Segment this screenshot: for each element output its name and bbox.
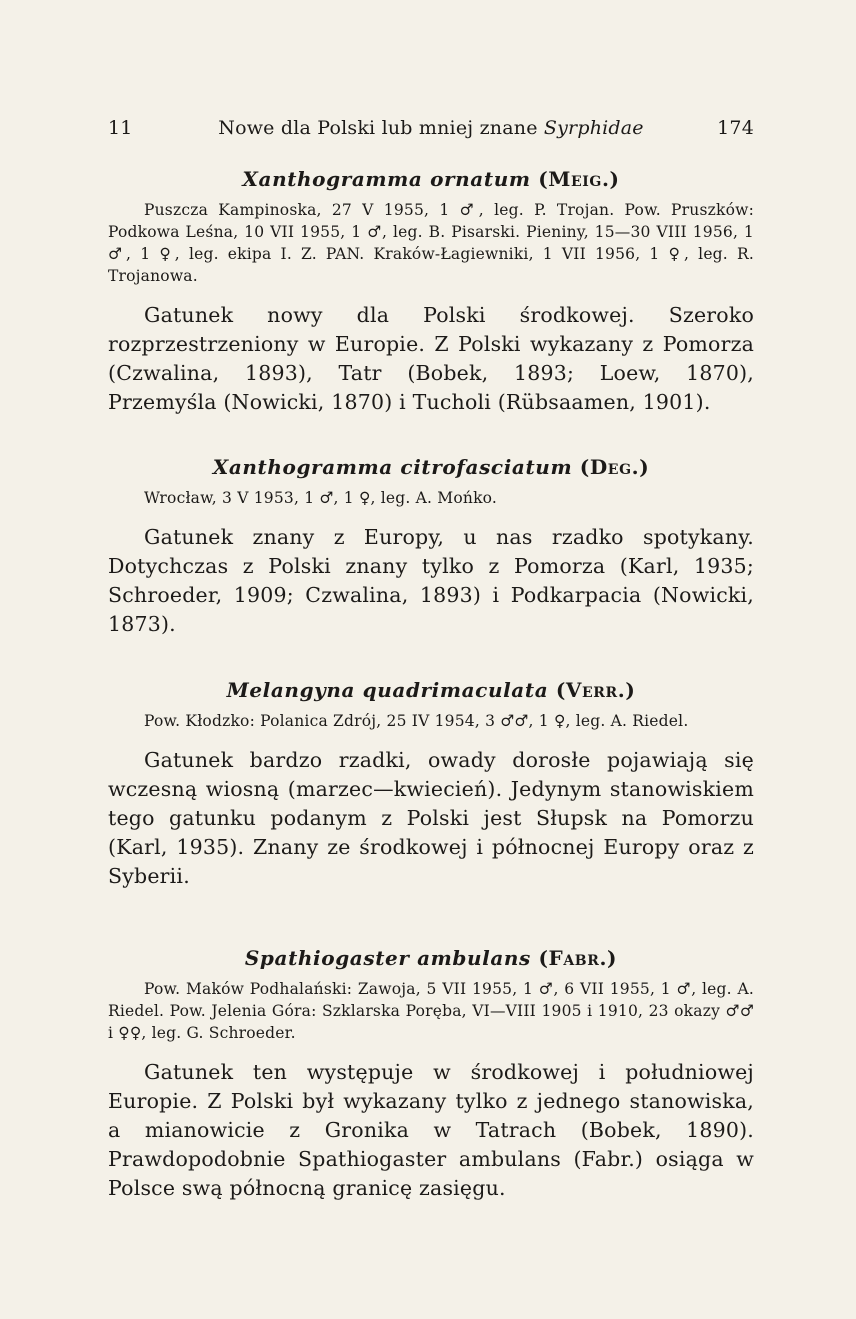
species-epithet: quadrimaculata: [362, 678, 549, 702]
specimen-records: Pow. Maków Podhalański: Zawoja, 5 VII 1955, 1 ♂, 6 VII 1955, 1 ♂, leg. A. Riedel. Pow. Jelenia Góra: Szklarska Poręba, VI—VIII 1905 i 1910, 23 okazy ♂♂ i ♀♀, leg. G. Schroeder.: [108, 980, 754, 1042]
running-title-text: Nowe dla Polski lub mniej znane: [218, 117, 544, 139]
species-epithet: citrofasciatum: [400, 455, 573, 479]
species-genus: Xanthogramma: [242, 167, 423, 191]
species-description: Gatunek znany z Europy, u nas rzadko spotykany. Dotychczas z Polski znany tylko z Pomorza (Karl, 1935; Schroeder, 1909; Czwalina, 1893) i Podkarpacia (Nowicki, 1873).: [108, 525, 754, 636]
species-title: [108, 944, 754, 972]
page-number-left: 11: [108, 117, 133, 139]
species-author: (Fabr.): [538, 946, 618, 970]
species-entry: [108, 676, 754, 891]
species-title: [108, 676, 754, 704]
specimen-records: Puszcza Kampinoska, 27 V 1955, 1 ♂, leg. P. Trojan. Pow. Pruszków: Podkowa Leśna, 10 VII 1955, 1 ♂, leg. B. Pisarski. Pieniny, 15—30 VIII 1956, 1 ♂, 1 ♀, leg. ekipa I. Z. PAN. Kraków-Łagiewniki, 1 VII 1956, 1 ♀, leg. R. Trojanowa.: [108, 201, 754, 285]
species-title: [108, 165, 754, 193]
species-description: Gatunek bardzo rzadki, owady dorosłe pojawiają się wczesną wiosną (marzec—kwiecień). Jedynym stanowiskiem tego gatunku podanym z Polski jest Słupsk na Pomorzu (Karl, 1935). Znany ze środkowej i północnej Europy oraz z Syberii.: [108, 748, 754, 888]
page-number-right: 174: [717, 117, 754, 139]
species-genus: Xanthogramma: [212, 455, 393, 479]
species-author: (Deg.): [579, 455, 650, 479]
species-description: Gatunek ten występuje w środkowej i południowej Europie. Z Polski był wykazany tylko z jednego stanowiska, a mianowicie z Gronika w Tatrach (Bobek, 1890). Prawdopodobnie Spathiogaster ambulans (Fabr.) osiąga w Polsce swą północną granicę zasięgu.: [108, 1060, 754, 1200]
species-epithet: ornatum: [430, 167, 531, 191]
species-entry: [108, 453, 754, 639]
running-title-family: Syrphidae: [543, 117, 644, 139]
species-epithet: ambulans: [417, 946, 531, 970]
species-author: (Verr.): [555, 678, 636, 702]
running-header: [108, 114, 754, 142]
running-title: [108, 114, 754, 142]
species-genus: Spathiogaster: [244, 946, 410, 970]
species-title: [108, 453, 754, 481]
specimen-records: Pow. Kłodzko: Polanica Zdrój, 25 IV 1954, 3 ♂♂, 1 ♀, leg. A. Riedel.: [144, 712, 689, 730]
species-description: Gatunek nowy dla Polski środkowej. Szeroko rozprzestrzeniony w Europie. Z Polski wykazany z Pomorza (Czwalina, 1893), Tatr (Bobek, 1893; Loew, 1870), Przemyśla (Nowicki, 1870) i Tucholi (Rübsaamen, 1901).: [108, 303, 754, 414]
species-author: (Meig.): [538, 167, 620, 191]
species-entry: [108, 944, 754, 1203]
specimen-records: Wrocław, 3 V 1953, 1 ♂, 1 ♀, leg. A. Mońko.: [144, 489, 498, 507]
species-entry: [108, 165, 754, 417]
species-genus: Melangyna: [226, 678, 356, 702]
